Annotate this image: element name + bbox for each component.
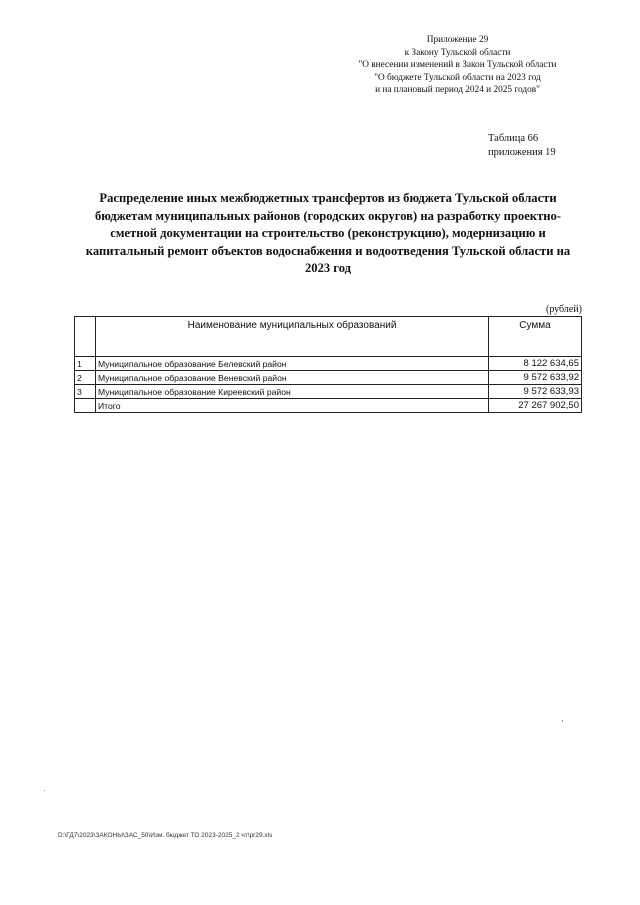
header-name: Наименование муниципальных образований bbox=[96, 317, 489, 357]
table-total-row bbox=[75, 399, 582, 413]
row-num: 1 bbox=[75, 357, 96, 371]
table-row bbox=[75, 357, 582, 371]
title-line: сметной документации на строительство (реконструкцию), модернизацию и bbox=[110, 226, 546, 241]
table-row bbox=[75, 385, 582, 399]
appendix-line: "О внесении изменений в Закон Тульской области bbox=[358, 60, 557, 71]
row-sum: 27 267 902,50 bbox=[489, 399, 582, 413]
row-sum: 8 122 634,65 bbox=[489, 357, 582, 371]
units-label: (рублей) bbox=[545, 304, 582, 315]
appendix-line: Приложение 29 bbox=[426, 35, 489, 45]
appendix-line: и на плановый период 2024 и 2025 годов" bbox=[375, 85, 540, 96]
table-reference-line: Таблица 66 bbox=[488, 133, 539, 144]
scan-speck bbox=[44, 790, 45, 791]
appendix-line: "О бюджете Тульской области на 2023 год bbox=[374, 72, 541, 83]
table-reference bbox=[488, 132, 556, 160]
appendix-line: к Закону Тульской области bbox=[404, 47, 511, 58]
scan-speck bbox=[562, 720, 563, 722]
title-line: Распределение иных межбюджетных трансфертов из бюджета Тульской области bbox=[99, 191, 557, 205]
row-sum: 9 572 633,92 bbox=[489, 371, 582, 385]
title-line: бюджетам муниципальных районов (городских округов) на разработку проектно- bbox=[95, 208, 561, 223]
document-title bbox=[72, 190, 584, 278]
title-line: 2023 год bbox=[304, 261, 352, 276]
file-path: D:\ГД7\2023\ЗАКОНЫ\ЗАС_50\Изм. бюджет ТО 2023-2025_2 чт\pr29.xls bbox=[58, 832, 273, 839]
table-header-row bbox=[75, 317, 582, 357]
table-row bbox=[75, 371, 582, 385]
row-name: Муниципальное образование Веневский район bbox=[96, 371, 489, 385]
row-num: 3 bbox=[75, 385, 96, 399]
appendix-header bbox=[330, 34, 585, 97]
title-line: капитальный ремонт объектов водоснабжения и водоотведения Тульской области на bbox=[85, 243, 571, 258]
row-name: Итого bbox=[96, 399, 489, 413]
row-num bbox=[75, 399, 96, 413]
row-sum: 9 572 633,93 bbox=[489, 385, 582, 399]
transfers-table bbox=[74, 316, 582, 413]
row-name: Муниципальное образование Киреевский район bbox=[96, 385, 489, 399]
header-sum: Сумма bbox=[489, 317, 582, 357]
row-name: Муниципальное образование Белевский район bbox=[96, 357, 489, 371]
table-reference-line: приложения 19 bbox=[488, 147, 556, 158]
header-num bbox=[75, 317, 96, 357]
row-num: 2 bbox=[75, 371, 96, 385]
